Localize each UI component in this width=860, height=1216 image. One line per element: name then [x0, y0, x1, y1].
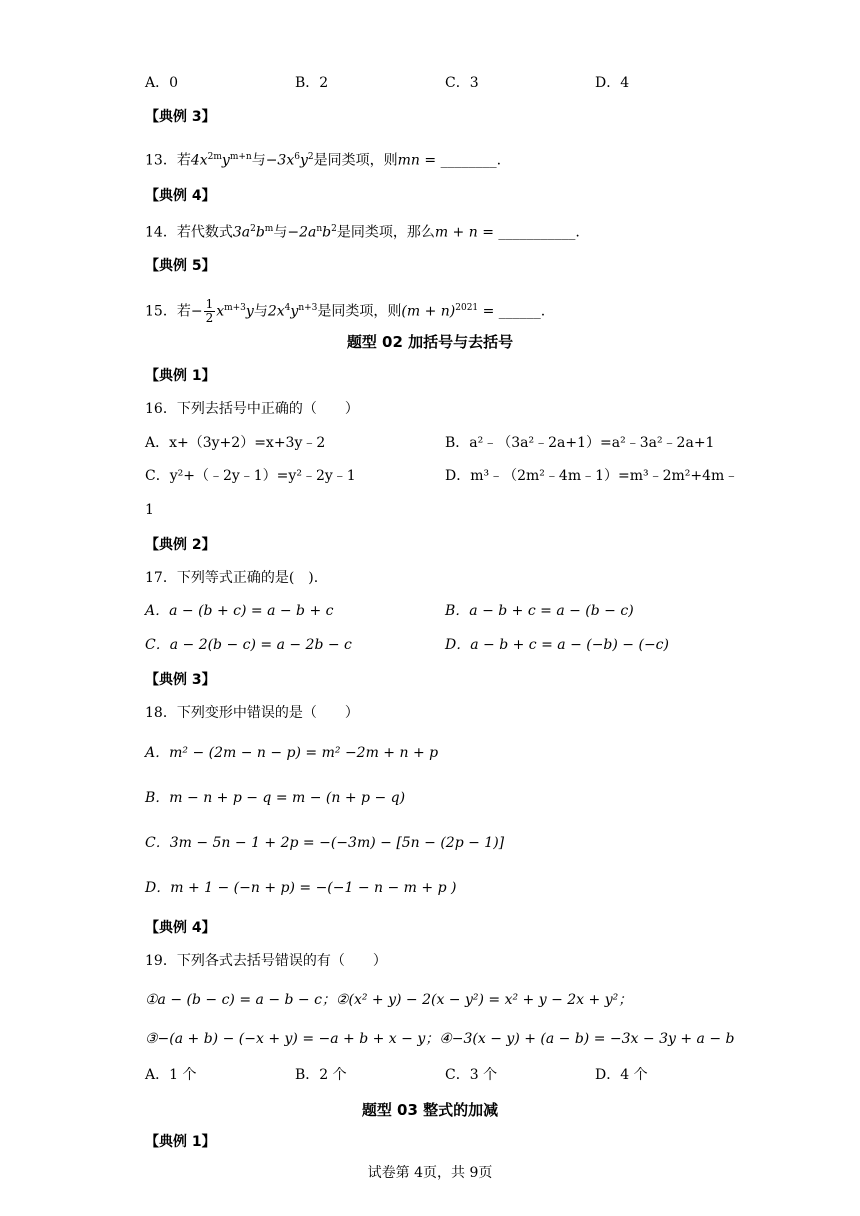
q17-option-a: A．a − (b + c) = a − b + c: [145, 603, 334, 619]
section-heading: 题型 03 整式的加减: [361, 1101, 499, 1119]
q19-line-2: ③−(a + b) − (−x + y) = −a + b + x − y；④−3(x − y) + (a − b) = −3x − 3y + a − b: [145, 1031, 735, 1047]
option-d: D．4: [595, 75, 630, 91]
q19-line-1: ①a − (b − c) = a − b − c；②(x² + y) − 2(x − y²) = x² + y − 2x + y²；: [145, 992, 633, 1008]
q18-option-b: B．m − n + p − q = m − (n + p − q): [145, 790, 406, 806]
example-label: 【典例 1】: [145, 1134, 216, 1150]
option-a: A．0: [145, 75, 179, 91]
question-16-stem: 16．下列去括号中正确的（ ）: [145, 401, 359, 417]
q15-term: y: [245, 303, 254, 320]
q15-sup: m+3: [224, 303, 246, 313]
question-17-stem: 17．下列等式正确的是( ).: [145, 570, 319, 586]
example-label: 【典例 4】: [145, 920, 216, 936]
q13-sup: 2: [307, 152, 314, 162]
q13-mn: mn: [397, 152, 420, 169]
q14-term: b: [322, 224, 332, 241]
q15-frac-den: 2: [205, 311, 214, 326]
q14-expr: m + n: [434, 224, 478, 241]
option-c: C．3: [445, 75, 479, 91]
q15-term: y: [290, 303, 299, 320]
q15-tail: 是同类项，则: [317, 303, 402, 320]
question-14: [145, 219, 580, 243]
q14-mid: 与: [273, 224, 288, 241]
q17-option-d: D．a − b + c = a − (−b) − (−c): [445, 637, 669, 653]
q13-sup: 6: [294, 152, 300, 162]
example-label: 【典例 3】: [145, 672, 216, 688]
option-b: B．2: [295, 75, 329, 91]
example-label: 【典例 5】: [145, 258, 216, 274]
q15-expr: (m + n): [401, 303, 456, 320]
q15-num: 15．若: [145, 303, 191, 320]
section-heading: 题型 02 加括号与去括号: [346, 333, 514, 351]
q17-option-c: C．a − 2(b − c) = a − 2b − c: [145, 637, 352, 653]
q16-option-b: B．a²﹣（3a²﹣2a+1）=a²﹣3a²﹣2a+1: [445, 435, 715, 451]
q13-sup: m+n: [229, 152, 252, 162]
q14-tail: 是同类项，那么: [336, 224, 435, 241]
q13-term: −3x: [265, 152, 295, 169]
q14-sup: m: [264, 224, 274, 234]
q13-answer-blank: = ________.: [419, 152, 502, 169]
q14-answer-blank: = ___________.: [477, 224, 580, 241]
q15-mid: 与: [253, 303, 268, 320]
question-19-stem: 19．下列各式去括号错误的有（ ）: [145, 953, 387, 969]
q19-option-c: C．3 个: [445, 1067, 498, 1083]
q13-num: 13．若: [145, 152, 191, 169]
q19-option-b: B．2 个: [295, 1067, 347, 1083]
q13-tail: 是同类项，则: [313, 152, 398, 169]
page-footer: 试卷第 4页，共 9页: [367, 1165, 493, 1181]
q18-option-c: C．3m − 5n − 1 + 2p = −(−3m) − [5n − (2p − 1)]: [145, 835, 505, 851]
q14-sup: 2: [331, 224, 337, 234]
q14-sup: 2: [250, 224, 256, 234]
example-label: 【典例 1】: [145, 368, 216, 384]
q18-option-a: A．m² − (2m − n − p) = m² −2m + n + p: [145, 745, 439, 761]
q15-sup: 2021: [455, 303, 479, 313]
q16-option-c: C．y²+（﹣2y﹣1）=y²﹣2y﹣1: [145, 468, 356, 484]
q14-term: b: [255, 224, 265, 241]
q15-term: x: [216, 303, 225, 320]
q15-sup: n+3: [298, 303, 318, 313]
q13-term: y: [221, 152, 230, 169]
q14-term: −2a: [287, 224, 317, 241]
example-label: 【典例 3】: [145, 109, 216, 125]
example-label: 【典例 4】: [145, 188, 216, 204]
q15-term: 2x: [267, 303, 285, 320]
q19-option-a: A．1 个: [145, 1067, 197, 1083]
q18-option-d: D．m + 1 − (−n + p) = −(−1 − n − m + p ): [145, 880, 457, 896]
q13-sup: 2m: [207, 152, 222, 162]
q15-frac-num: 1: [205, 297, 214, 312]
q15-sup: 4: [284, 303, 291, 313]
q14-num: 14．若代数式: [145, 224, 233, 241]
q13-term: y: [299, 152, 308, 169]
question-18-stem: 18．下列变形中错误的是（ ）: [145, 705, 359, 721]
q16-option-d-wrap: 1: [145, 502, 154, 518]
q15-fraction: [204, 298, 216, 325]
q13-term: 4x: [190, 152, 208, 169]
question-15: 15．若− $\frac{1}{2}$ $x^{m+3}y$与$2x^4y^{n+3}$是同类项，则$(m + n)^{2021}$ = ______.: [145, 297, 546, 326]
q17-option-b: B．a − b + c = a − (b − c): [445, 603, 634, 619]
question-13: [145, 147, 501, 171]
q15-answer-blank: = ______.: [478, 303, 546, 320]
q19-option-d: D．4 个: [595, 1067, 648, 1083]
q14-term: 3a: [232, 224, 251, 241]
q16-option-d: D．m³﹣（2m²﹣4m﹣1）=m³﹣2m²+4m﹣: [445, 468, 739, 484]
q13-mid: 与: [251, 152, 266, 169]
example-label: 【典例 2】: [145, 537, 216, 553]
q14-sup: n: [316, 224, 323, 234]
q16-option-a: A．x+（3y+2）=x+3y﹣2: [145, 435, 326, 451]
